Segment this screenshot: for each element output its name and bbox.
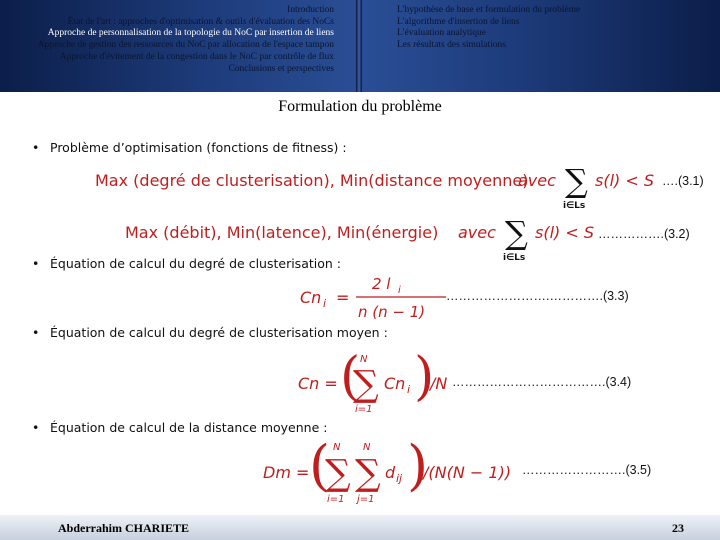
bullet-dot: •	[32, 140, 40, 155]
sum-icon: ∑	[565, 162, 588, 200]
bullet-dot: •	[32, 325, 40, 340]
equation-3-5-svg	[263, 440, 523, 504]
outline-item-active[interactable]: Approche de personnalisation de la topologie du NoC par insertion de liens	[47, 28, 334, 39]
bullet-text: Équation de calcul du degré de clusterisation :	[50, 256, 341, 271]
footer-author: Abderrahim CHARIETE	[58, 521, 190, 535]
eq5-sum1-top: N	[333, 442, 341, 453]
eq5-sum1-bot: i=1	[327, 494, 345, 504]
outline-item[interactable]: Approche de gestion des ressources du NoC par allocation de l'espace tampon	[37, 40, 334, 51]
header-divider	[356, 0, 362, 92]
subsection-item[interactable]: L'algorithme d'insertion de liens	[397, 16, 520, 27]
eq5-lhs: Dm =	[263, 463, 310, 482]
paren-close-icon: )	[414, 352, 435, 407]
equation-3-4-svg	[298, 352, 458, 414]
eq2-rhs: s(l) < S	[535, 223, 594, 242]
eq2-lhs: Max (débit), Min(latence), Min(énergie)	[125, 223, 439, 242]
ref-3-2: …………….(3.2)	[598, 227, 690, 241]
eq3-num-sub: i	[398, 285, 401, 296]
eq3-equals: =	[336, 288, 350, 307]
eq2-sum-sub: i∈Ls	[503, 253, 526, 263]
eq4-sum-bot: i=1	[355, 404, 373, 414]
outline-item[interactable]: Approche d'évitement de la congestion dans le NoC par contrôle de flux	[59, 51, 334, 62]
eq5-div: /(N(N − 1))	[423, 463, 512, 482]
equation-3-4	[298, 352, 458, 418]
bullet-dot: •	[32, 256, 40, 271]
eq1-rhs: s(l) < S	[595, 171, 654, 190]
sum-icon: ∑	[325, 453, 351, 494]
bullet-clustering	[32, 256, 341, 271]
bullet-fitness	[32, 140, 347, 155]
bullet-text: Équation de calcul de la distance moyenne :	[50, 420, 328, 435]
sum-icon: ∑	[505, 214, 528, 252]
equation-3-5	[263, 440, 523, 508]
header-band	[0, 0, 720, 92]
slide-title: Formulation du problème	[278, 98, 442, 115]
eq3-den: n (n − 1)	[358, 303, 426, 321]
page-number: 23	[672, 521, 684, 535]
ref-3-1: ….(3.1)	[662, 174, 704, 188]
bullet-distance	[32, 420, 327, 435]
equation-3-1-svg	[95, 162, 715, 212]
eq4-lhs: Cn =	[298, 374, 338, 393]
subsection-item[interactable]: Les résultats des simulations	[397, 40, 506, 51]
eq4-sum-top: N	[360, 354, 368, 365]
eq4-term-sub: i	[407, 383, 411, 396]
bullet-text: Problème d’optimisation (fonctions de fitness) :	[50, 140, 347, 155]
equation-3-3-svg	[300, 270, 450, 324]
eq1-avec: avec	[518, 171, 556, 190]
eq2-avec: avec	[458, 223, 496, 242]
ref-3-3: …………………….………….(3.3)	[446, 289, 629, 303]
eq1-lhs: Max (degré de clusterisation), Min(distance moyenne)	[95, 171, 529, 190]
outline-right	[397, 5, 580, 52]
eq3-lhs: Cn	[300, 288, 322, 307]
eq5-term: d	[385, 463, 396, 482]
paren-open-icon: (	[340, 352, 361, 407]
eq1-sum-sub: i∈Ls	[563, 201, 586, 211]
eq4-term: Cn	[384, 374, 406, 393]
equation-3-1	[95, 162, 715, 216]
ref-3-5: …………………….(3.5)	[522, 463, 652, 477]
outline-item[interactable]: Introduction	[287, 5, 334, 15]
equation-3-3	[300, 270, 450, 328]
eq5-term-sub: ij	[396, 472, 403, 485]
outline-item[interactable]: Conclusions et perspectives	[228, 63, 334, 74]
eq3-lhs-sub: i	[323, 297, 327, 310]
sum-icon: ∑	[355, 453, 381, 494]
bullet-clustering-avg	[32, 325, 388, 340]
paren-close-icon: )	[407, 440, 429, 497]
sum-icon: ∑	[353, 364, 379, 405]
bullet-text: Équation de calcul du degré de clusterisation moyen :	[50, 325, 388, 340]
bullet-dot: •	[32, 420, 40, 435]
outline-item[interactable]: État de l'art : approches d'optimisation & outils d'évaluation des NoCs	[67, 16, 334, 27]
outline-left	[38, 5, 334, 75]
ref-3-4: ……………………………….(3.4)	[452, 375, 632, 389]
eq3-num: 2 l	[372, 275, 391, 293]
eq4-div: /N	[430, 374, 448, 393]
paren-open-icon: (	[309, 440, 331, 497]
eq5-sum2-top: N	[363, 442, 371, 453]
subsection-item-active[interactable]: L'hypothèse de base et formulation du problème	[397, 5, 581, 15]
eq5-sum2-bot: j=1	[357, 494, 375, 504]
subsection-item[interactable]: L'évaluation analytique	[397, 28, 487, 39]
